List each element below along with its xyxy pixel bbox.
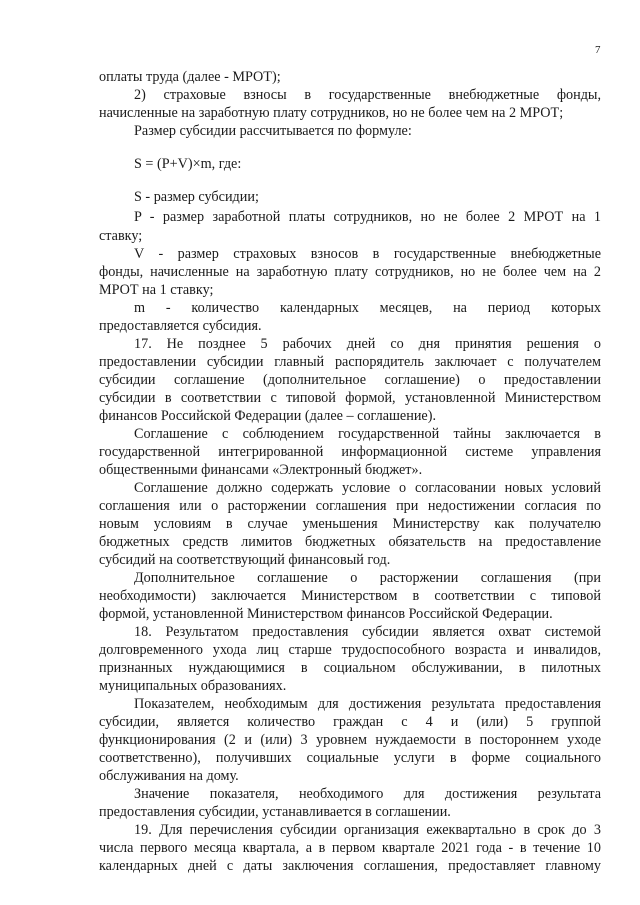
text-line: функционирования (2 и (или) 3 уровнем нуждаемости в постороннем уходе	[99, 732, 601, 748]
text-line: субсидии соглашение (дополнительное соглашение) о предоставлении	[99, 372, 601, 388]
text-line: финансов Российской Федерации (далее – соглашение).	[99, 408, 436, 424]
text-line: оплаты труда (далее - МРОТ);	[99, 69, 281, 85]
text-line: S = (P+V)×m, где:	[134, 156, 242, 172]
text-line: S - размер субсидии;	[134, 189, 259, 205]
text-line: начисленные на заработную плату сотрудников, но не более чем на 2 МРОТ;	[99, 105, 564, 121]
text-line: предоставляется субсидия.	[99, 318, 262, 334]
text-line: соглашения или о расторжении соглашения при недостижении согласия по	[99, 498, 601, 514]
text-line: муниципальных образованиях.	[99, 678, 287, 694]
text-line: предоставлении субсидии главный распорядитель заключает с получателем	[99, 354, 601, 370]
text-line: долговременного ухода лиц старше трудоспособного возраста и инвалидов,	[99, 642, 601, 658]
text-line: необходимости) заключается Министерством в соответствии с типовой	[99, 588, 601, 604]
text-line: 19. Для перечисления субсидии организация ежеквартально в срок до 3	[134, 822, 601, 838]
text-line: субсидий на соответствующий финансовый год.	[99, 552, 391, 568]
text-line: обслуживания на дому.	[99, 768, 239, 784]
text-line: МРОТ на 1 ставку;	[99, 282, 214, 298]
text-line: предоставления субсидии, устанавливается в соглашении.	[99, 804, 451, 820]
text-line: субсидии, является количество граждан с 4 и (или) 5 группой	[99, 714, 601, 730]
text-line: Размер субсидии рассчитывается по формуле:	[134, 123, 412, 139]
text-line: 17. Не позднее 5 рабочих дней со дня принятия решения о	[134, 336, 601, 352]
text-line: ставку;	[99, 228, 143, 244]
page-number: 7	[595, 44, 601, 56]
text-line: Дополнительное соглашение о расторжении соглашения (при	[134, 570, 601, 586]
text-line: новым условиям в случае уменьшения Министерству как получателю	[99, 516, 601, 532]
text-line: Соглашение должно содержать условие о согласовании новых условий	[134, 480, 601, 496]
text-line: Показателем, необходимым для достижения результата предоставления	[134, 696, 601, 712]
text-line: Значение показателя, необходимого для достижения результата	[134, 786, 601, 802]
text-line: 18. Результатом предоставления субсидии является охват системой	[134, 624, 601, 640]
text-line: m - количество календарных месяцев, на период которых	[134, 300, 601, 316]
text-line: общественными финансами «Электронный бюджет».	[99, 462, 423, 478]
text-line: субсидии в соответствии с типовой формой, установленной Министерством	[99, 390, 601, 406]
text-line: формой, установленной Министерством финансов Российской Федерации.	[99, 606, 553, 622]
text-line: V - размер страховых взносов в государственные внебюджетные	[134, 246, 601, 262]
text-line: Соглашение с соблюдением государственной тайны заключается в	[134, 426, 601, 442]
text-line: государственной интегрированной информационной системе управления	[99, 444, 601, 460]
text-line: P - размер заработной платы сотрудников, но не более 2 МРОТ на 1	[134, 209, 601, 225]
text-line: признанных нуждающимися в социальном обслуживании, в пилотных	[99, 660, 601, 676]
text-line: 2) страховые взносы в государственные внебюджетные фонды,	[134, 87, 601, 103]
text-line: числа первого месяца квартала, а в первом квартале 2021 года - в течение 10	[99, 840, 601, 856]
text-line: бюджетных средств лимитов бюджетных обязательств на предоставление	[99, 534, 601, 550]
text-line: соответственно), получивших социальные услуги в форме социального	[99, 750, 601, 766]
text-line: фонды, начисленные на заработную плату сотрудников, но не более чем на 2	[99, 264, 601, 280]
text-line: календарных дней с даты заключения соглашения, предоставляет главному	[99, 858, 601, 874]
